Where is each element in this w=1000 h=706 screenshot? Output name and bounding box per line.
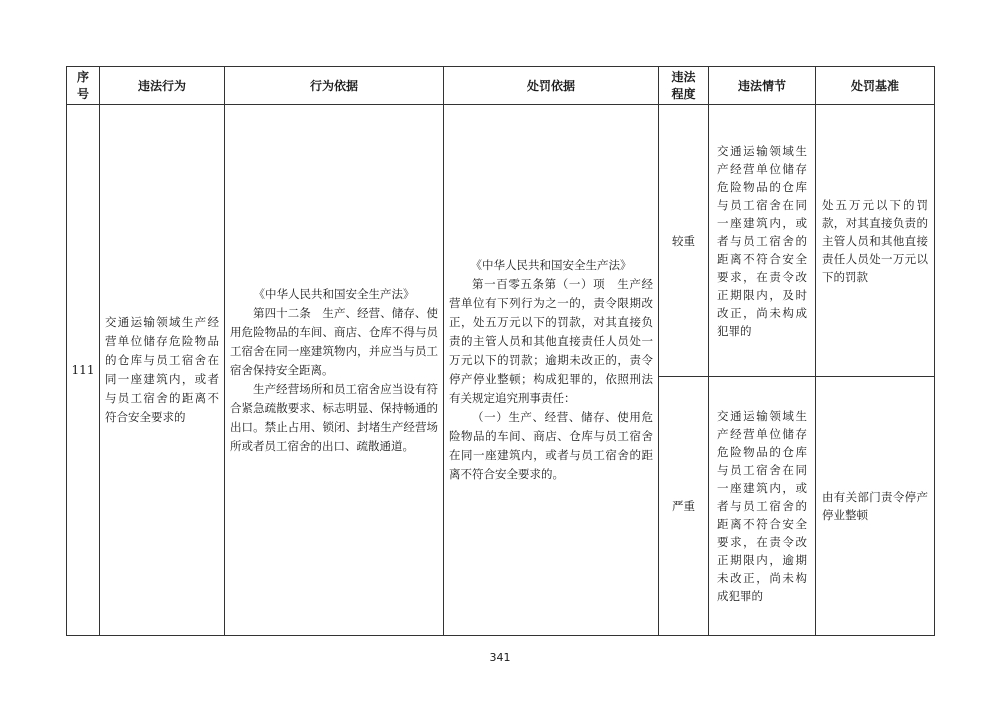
header-violation: 违法行为 <box>100 67 225 105</box>
header-seq-line1: 序 <box>76 69 89 84</box>
penalty-standard-table <box>66 66 935 636</box>
penalty-basis-title: 《中华人民共和国安全生产法》 <box>470 258 632 272</box>
row-violation: 交通运输领域生产经营单位储存危险物品的仓库与员工宿舍在同一座建筑内，或者与员工宿舍的距离不符合安全要求的 <box>100 105 225 636</box>
standard-cell-2: 由有关部门责令停产停业整顿 <box>816 377 935 636</box>
conduct-basis-para1: 第四十二条 生产、经营、储存、使用危险物品的车间、商店、仓库不得与员工宿舍在同一座建筑物内，并应当与员工宿舍保持安全距离。 <box>230 305 438 377</box>
header-conduct-basis: 行为依据 <box>225 67 444 105</box>
conduct-basis-para2: 生产经营场所和员工宿舍应当设有符合紧急疏散要求、标志明显、保持畅通的出口。禁止占用、锁闭、封堵生产经营场所或者员工宿舍的出口、疏散通道。 <box>230 381 438 453</box>
header-circumstance: 违法情节 <box>709 67 816 105</box>
page-number: 341 <box>489 651 511 664</box>
level-cell-1: 较重 <box>659 105 709 377</box>
table-row <box>67 105 935 377</box>
standard-cell-1: 处五万元以下的罚款，对其直接负责的主管人员和其他直接责任人员处一万元以下的罚款 <box>816 105 935 377</box>
penalty-basis-para2: （一）生产、经营、储存、使用危险物品的车间、商店、仓库与员工宿舍在同一座建筑内，或者与员工宿舍的距离不符合安全要求的。 <box>449 410 653 481</box>
header-row <box>67 67 935 105</box>
level-cell-2: 严重 <box>659 377 709 636</box>
header-seq <box>67 67 100 105</box>
circumstance-cell-1: 交通运输领域生产经营单位储存危险物品的仓库与员工宿舍在同一座建筑内，或者与员工宿舍的距离不符合安全要求，在责令改正期限内，及时改正，尚未构成犯罪的 <box>709 105 816 377</box>
row-penalty-basis <box>444 105 659 636</box>
circumstance-cell-2: 交通运输领域生产经营单位储存危险物品的仓库与员工宿舍在同一座建筑内，或者与员工宿舍的距离不符合安全要求，在责令改正期限内，逾期未改正，尚未构成犯罪的 <box>709 377 816 636</box>
header-level-line2: 程度 <box>671 86 696 101</box>
penalty-basis-para1: 第一百零五条第（一）项 生产经营单位有下列行为之一的，责令限期改正，处五万元以下的罚款，对其直接负责的主管人员和其他直接责任人员处一万元以下的罚款；逾期未改正的，责令停产停业整顿；构成犯罪的，依照刑法有关规定追究刑事责任： <box>449 277 653 405</box>
header-level-line1: 违法 <box>671 69 696 84</box>
conduct-basis-title: 《中华人民共和国安全生产法》 <box>253 286 415 301</box>
header-level <box>659 67 709 105</box>
header-standard: 处罚基准 <box>816 67 935 105</box>
header-seq-line2: 号 <box>76 86 89 101</box>
row-seq: 111 <box>67 105 100 636</box>
header-penalty-basis: 处罚依据 <box>444 67 659 105</box>
row-conduct-basis <box>225 105 444 636</box>
